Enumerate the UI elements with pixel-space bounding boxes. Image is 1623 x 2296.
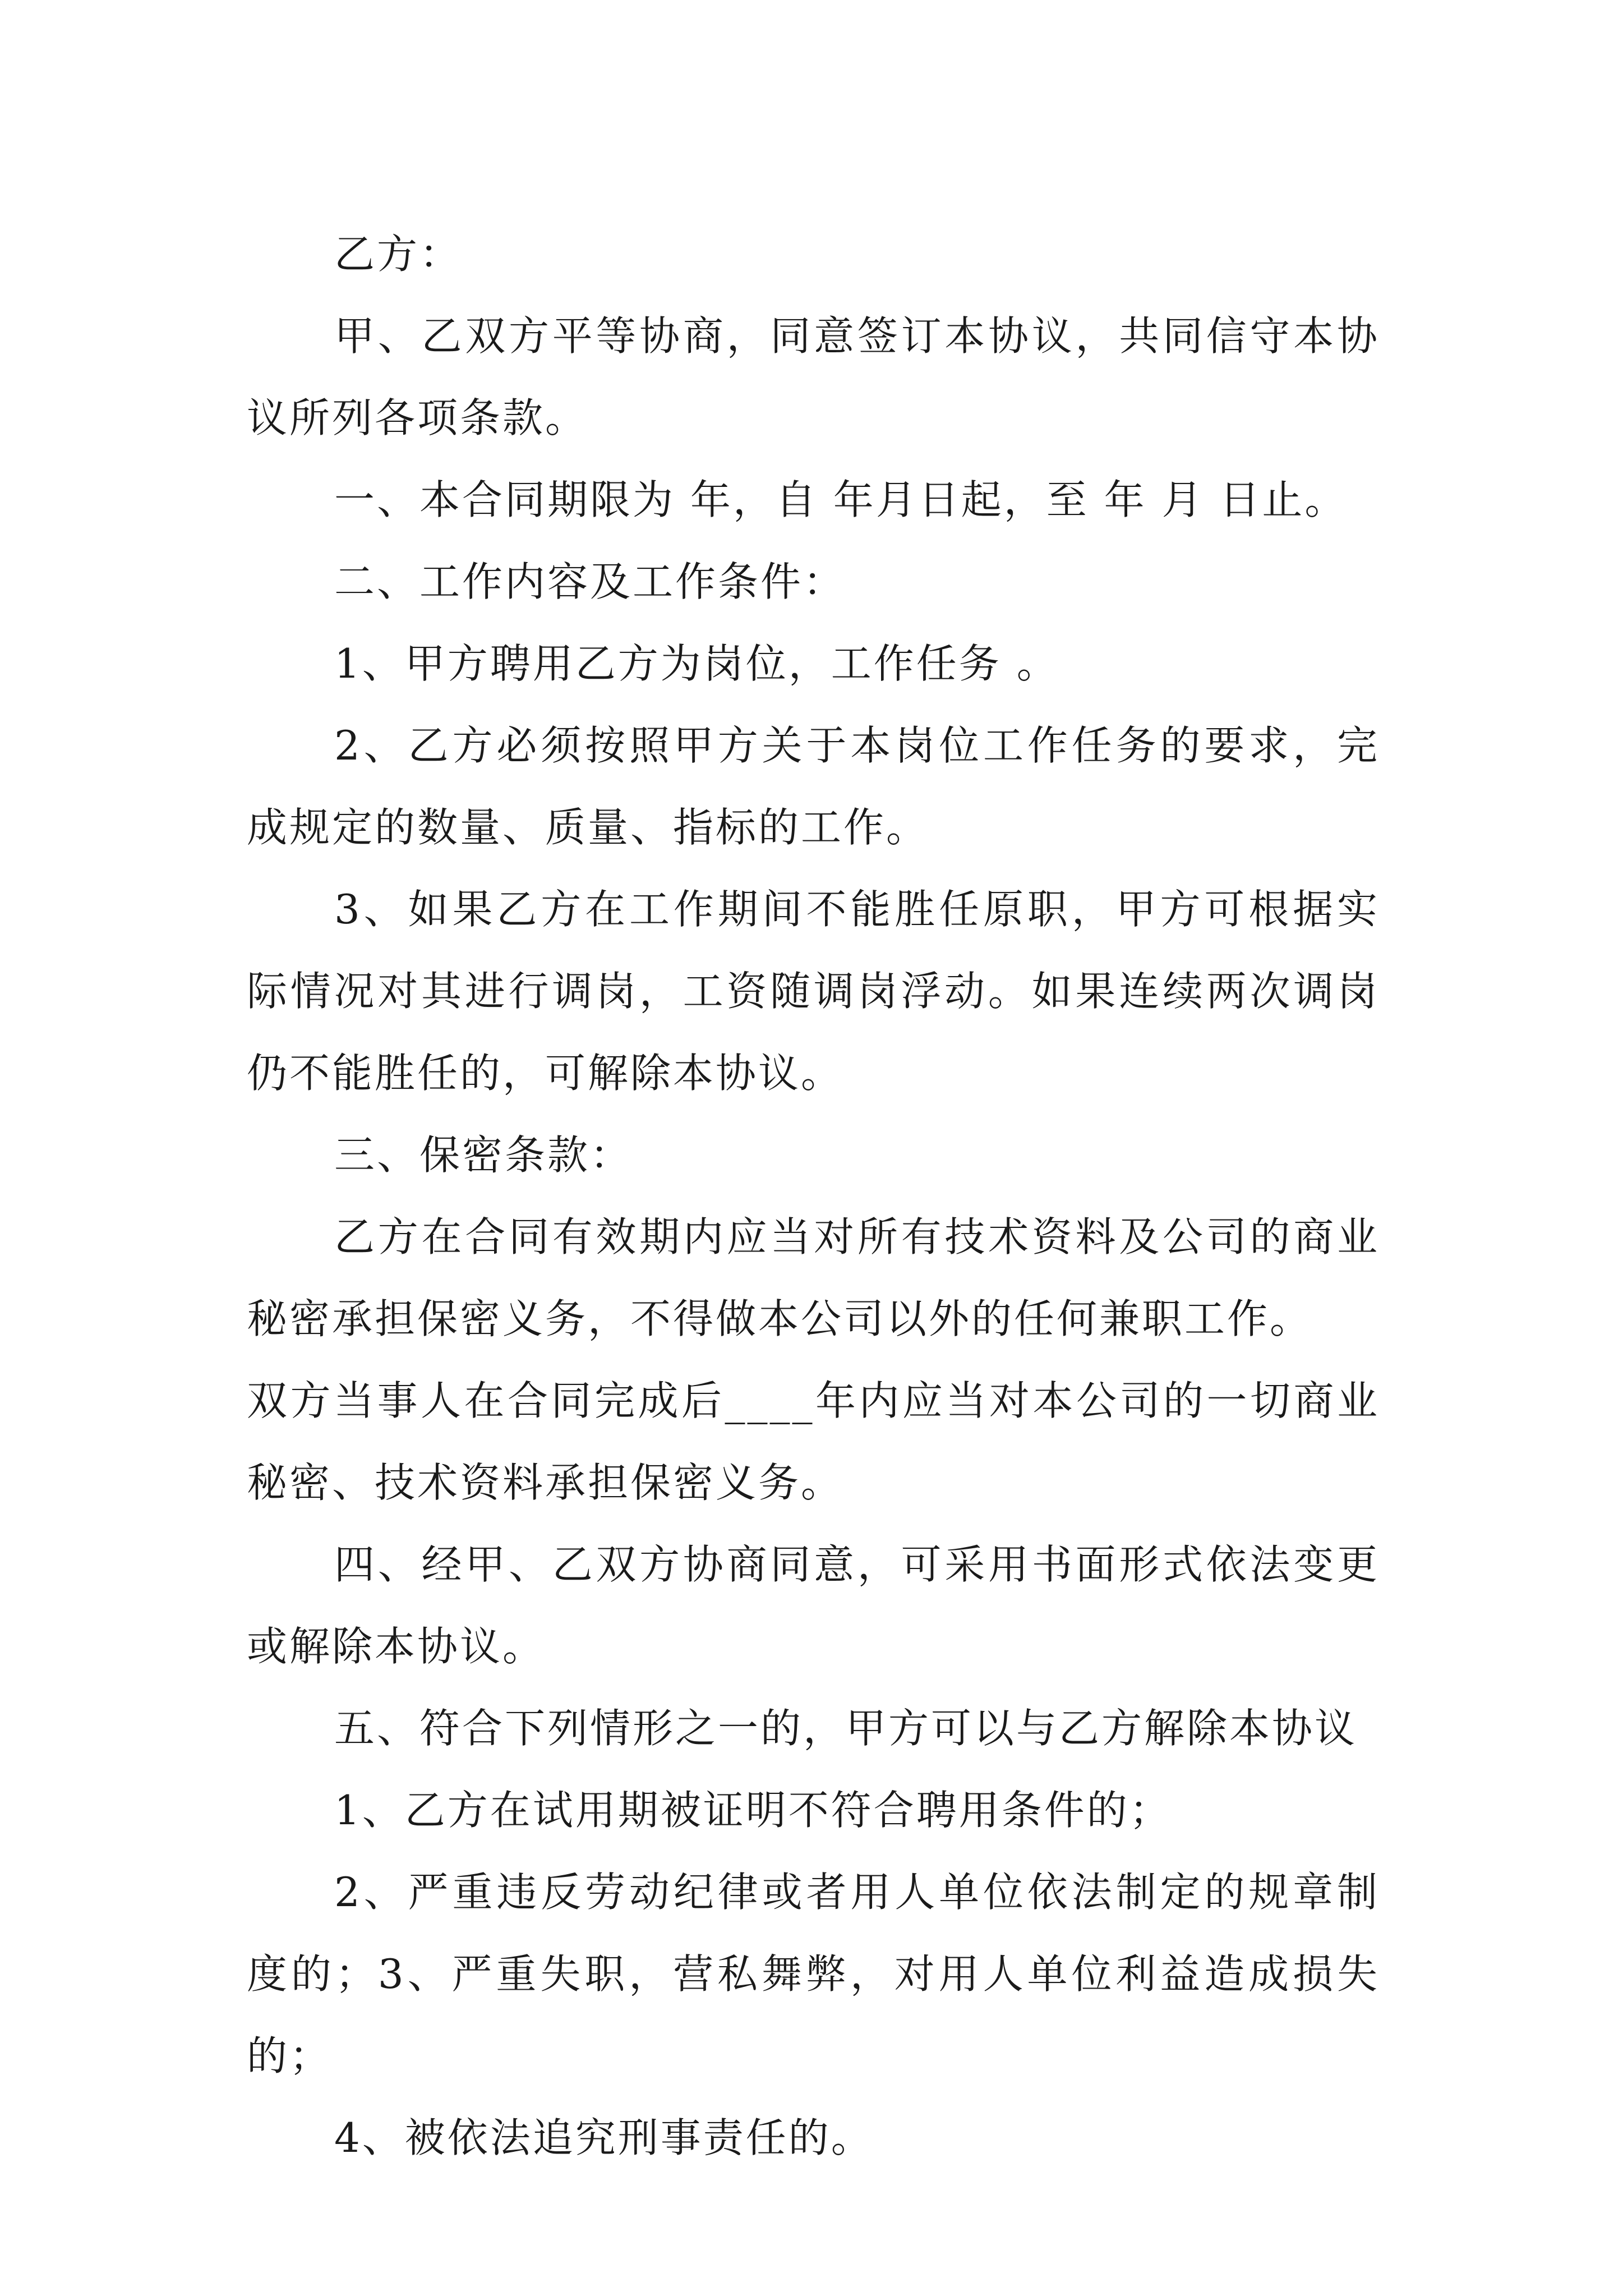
clause-2-item-1: 1、甲方聘用乙方为岗位，工作任务 。 xyxy=(334,640,1059,687)
clause-3-confidentiality: 乙方在合同有效期内应当对所有技术资料及公司的商业秘密承担保密义务，不得做本公司以外的任何兼职工作。 xyxy=(247,1213,1380,1342)
clause-3-post-contract: 双方当事人在合同完成后____年内应当对本公司的一切商业秘密、技术资料承担保密义务。 xyxy=(247,1377,1380,1506)
document-body xyxy=(247,213,1380,2179)
preamble-paragraph: 甲、乙双方平等协商，同意签订本协议，共同信守本协议所列各项条款。 xyxy=(247,312,1380,441)
party-b-label: 乙方： xyxy=(334,231,463,278)
clause-4-modification: 四、经甲、乙双方协商同意，可采用书面形式依法变更或解除本协议。 xyxy=(247,1541,1380,1670)
clause-5-item-2-3: 2、严重违反劳动纪律或者用人单位依法制定的规章制度的；3、严重失职，营私舞弊，对用人单位利益造成损失的； xyxy=(247,1869,1380,2079)
clause-5-heading: 五、符合下列情形之一的，甲方可以与乙方解除本协议 xyxy=(334,1705,1358,1752)
clause-1-term: 一、本合同期限为 年，自 年月日起，至 年 月 日止。 xyxy=(334,476,1348,523)
clause-2-item-2: 2、乙方必须按照甲方关于本岗位工作任务的要求，完成规定的数量、质量、指标的工作。 xyxy=(247,722,1380,851)
clause-5-item-4: 4、被依法追究刑事责任的。 xyxy=(334,2114,874,2161)
clause-5-item-1: 1、乙方在试用期被证明不符合聘用条件的； xyxy=(334,1787,1172,1834)
clause-3-heading: 三、保密条款： xyxy=(334,1131,633,1179)
clause-2-heading: 二、工作内容及工作条件： xyxy=(334,558,846,605)
clause-2-item-3: 3、如果乙方在工作期间不能胜任原职，甲方可根据实际情况对其进行调岗，工资随调岗浮动。如果连续两次调岗仍不能胜任的，可解除本协议。 xyxy=(247,886,1380,1097)
